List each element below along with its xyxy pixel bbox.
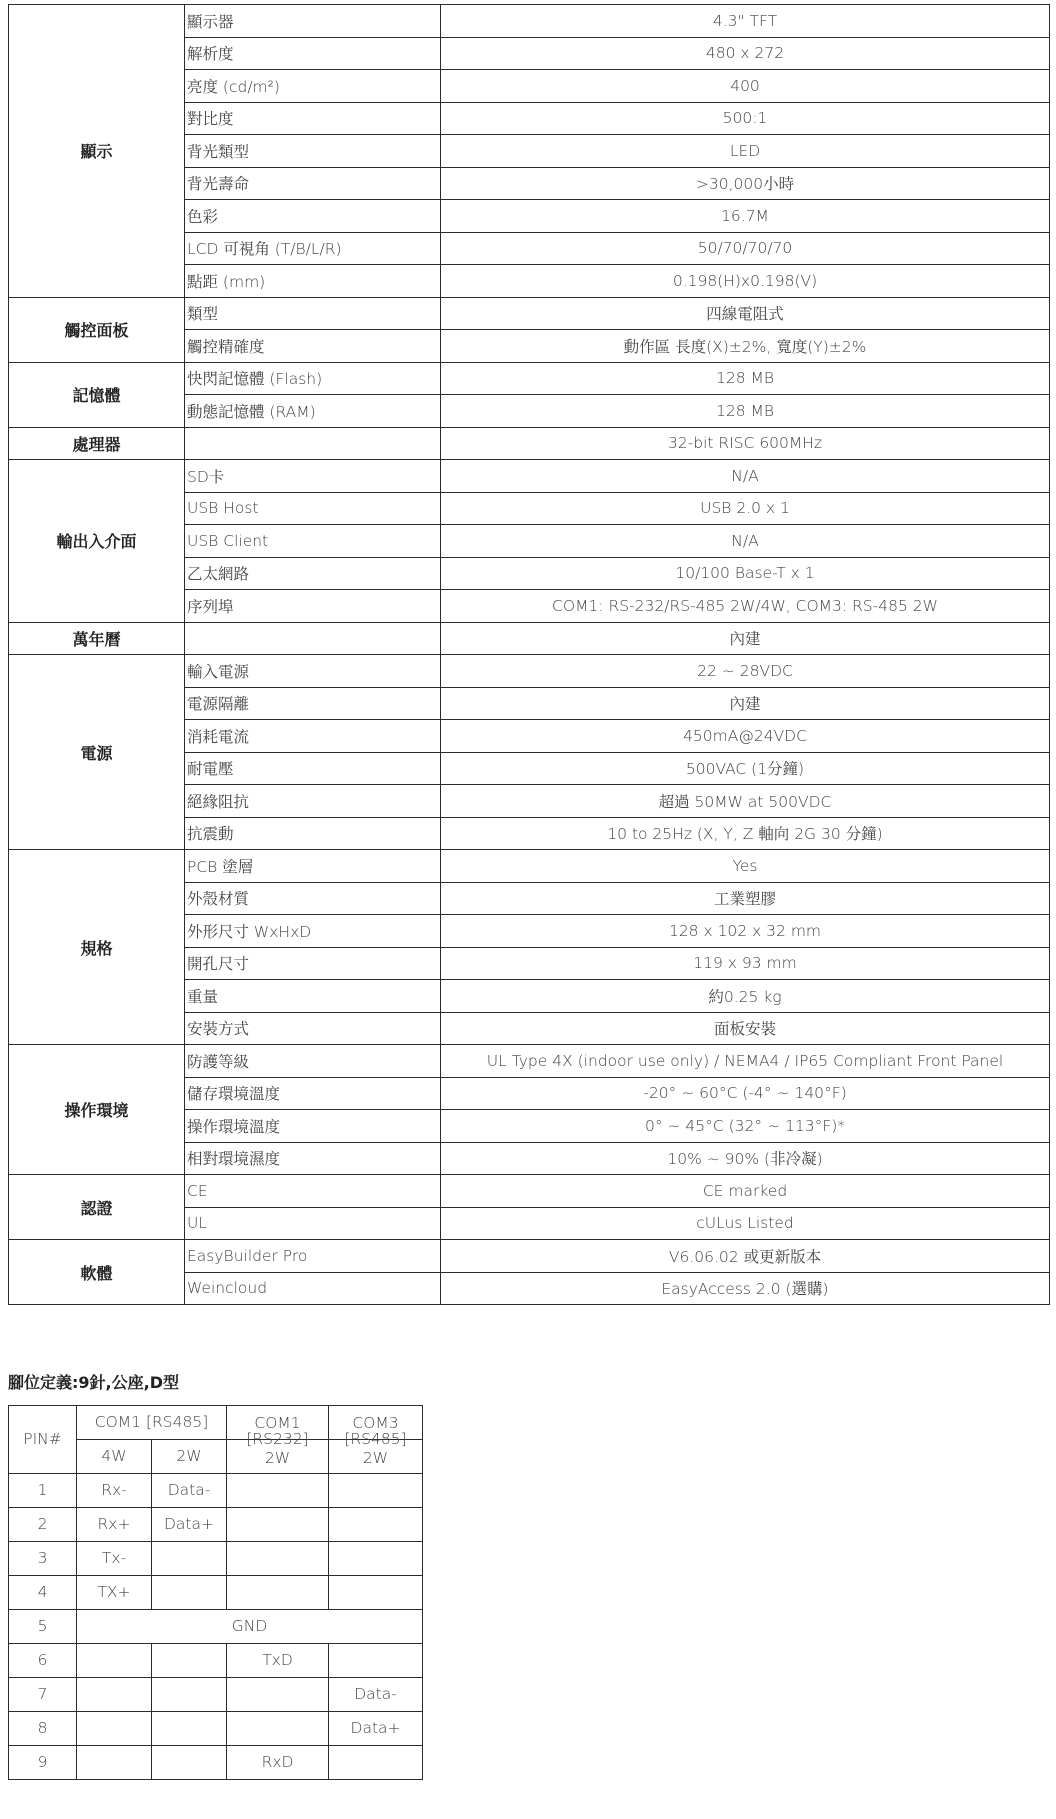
spec-value: 32-bit RISC 600MHz (441, 427, 1050, 460)
spec-label: 對比度 (185, 102, 441, 135)
com1-4w-signal (77, 1678, 152, 1712)
spec-label: 耐電壓 (185, 752, 441, 785)
spec-value: 128 MB (441, 362, 1050, 395)
spec-value: 10/100 Base-T x 1 (441, 557, 1050, 590)
spec-value: CE marked (441, 1175, 1050, 1208)
spec-label: 開孔尺寸 (185, 947, 441, 980)
pin-row (9, 1678, 423, 1712)
spec-value: COM1: RS-232/RS-485 2W/4W, COM3: RS-485 2W (441, 590, 1050, 623)
com1-2w-signal (152, 1542, 227, 1576)
com3-signal (329, 1542, 423, 1576)
spec-table-body (9, 5, 1050, 1305)
com3-rs485-header-line1: COM3 (352, 1413, 399, 1432)
spec-label (185, 427, 441, 460)
pin-row (9, 1576, 423, 1610)
spec-value: 22 ~ 28VDC (441, 655, 1050, 688)
spec-value: 450mA@24VDC (441, 720, 1050, 753)
pin-number: 5 (9, 1610, 77, 1644)
spec-label: USB Client (185, 525, 441, 558)
spec-category: 萬年曆 (9, 622, 185, 655)
spec-value: 動作區 長度(X)±2%, 寬度(Y)±2% (441, 330, 1050, 363)
spec-label: 乙太網路 (185, 557, 441, 590)
pin-row (9, 1542, 423, 1576)
com1-2w-signal (152, 1712, 227, 1746)
pin-row (9, 1746, 423, 1780)
spec-label: 重量 (185, 980, 441, 1013)
com1-2w-signal (152, 1644, 227, 1678)
com1-4w-subheader: 4W (77, 1440, 152, 1474)
com1-2w-signal (152, 1746, 227, 1780)
spec-category: 軟體 (9, 1240, 185, 1305)
com3-rs485-header-line2: [RS485] (344, 1430, 407, 1448)
com1-rs232-header-line1: COM1 (254, 1413, 301, 1432)
spec-category: 規格 (9, 850, 185, 1045)
com1-rs232-signal: RxD (227, 1746, 329, 1780)
com1-2w-signal: Data- (152, 1474, 227, 1508)
pin-definition-table (8, 1405, 423, 1780)
spec-value: 0° ~ 45°C (32° ~ 113°F)* (441, 1110, 1050, 1143)
com1-2w-signal (152, 1678, 227, 1712)
spec-label: 電源隔離 (185, 687, 441, 720)
spec-label: USB Host (185, 492, 441, 525)
spec-label: EasyBuilder Pro (185, 1240, 441, 1273)
spec-value: 內建 (441, 622, 1050, 655)
spec-value: LED (441, 135, 1050, 168)
pin-row (9, 1508, 423, 1542)
spec-row (9, 362, 1050, 395)
pin-number: 3 (9, 1542, 77, 1576)
spec-category: 記憶體 (9, 362, 185, 427)
spec-value: 四線電阻式 (441, 297, 1050, 330)
spec-value: 500VAC (1分鐘) (441, 752, 1050, 785)
spec-row (9, 1240, 1050, 1273)
spec-category: 處理器 (9, 427, 185, 460)
pin-number: 8 (9, 1712, 77, 1746)
com1-rs232-subheader (227, 1430, 329, 1474)
spec-label: 安裝方式 (185, 1012, 441, 1045)
com3-signal (329, 1576, 423, 1610)
spec-value: 128 x 102 x 32 mm (441, 915, 1050, 948)
com3-subheader (329, 1430, 423, 1474)
spec-label: 背光壽命 (185, 167, 441, 200)
spec-value: 50/70/70/70 (441, 232, 1050, 265)
spec-value: 16.7M (441, 200, 1050, 233)
spec-label: Weincloud (185, 1272, 441, 1305)
com1-rs232-signal (227, 1542, 329, 1576)
com1-rs232-signal (227, 1712, 329, 1746)
spec-row (9, 1175, 1050, 1208)
spec-value: 10% ~ 90% (非冷凝) (441, 1142, 1050, 1175)
com3-2w: 2W (362, 1449, 389, 1467)
com3-signal (329, 1644, 423, 1678)
spec-label: 亮度 (cd/m²) (185, 70, 441, 103)
com1-rs232-2w: 2W (264, 1449, 291, 1467)
spec-label: 背光類型 (185, 135, 441, 168)
pin-number: 4 (9, 1576, 77, 1610)
spec-category: 電源 (9, 655, 185, 850)
com1-2w-signal (152, 1576, 227, 1610)
spec-label: 動態記憶體 (RAM) (185, 395, 441, 428)
pin-number: 1 (9, 1474, 77, 1508)
spec-label: 操作環境溫度 (185, 1110, 441, 1143)
pin-table-body (9, 1406, 423, 1780)
spec-value: 4.3" TFT (441, 5, 1050, 38)
spec-label: 觸控精確度 (185, 330, 441, 363)
spec-value: 128 MB (441, 395, 1050, 428)
spec-label: 序列埠 (185, 590, 441, 623)
spec-row (9, 1045, 1050, 1078)
spec-label: 外殼材質 (185, 882, 441, 915)
com1-rs232-signal (227, 1508, 329, 1542)
com3-signal: Data+ (329, 1712, 423, 1746)
com1-4w-signal: TX+ (77, 1576, 152, 1610)
spec-label: LCD 可視角 (T/B/L/R) (185, 232, 441, 265)
spec-category: 認證 (9, 1175, 185, 1240)
spec-label: PCB 塗層 (185, 850, 441, 883)
com1-4w-signal (77, 1712, 152, 1746)
spec-value: Yes (441, 850, 1050, 883)
spec-label: 相對環境濕度 (185, 1142, 441, 1175)
pin-number: 7 (9, 1678, 77, 1712)
pin-shared-signal: GND (77, 1610, 423, 1644)
com3-signal (329, 1508, 423, 1542)
spec-label: SD卡 (185, 460, 441, 493)
spec-row (9, 460, 1050, 493)
com1-rs232-signal (227, 1474, 329, 1508)
com1-4w-signal: Rx- (77, 1474, 152, 1508)
pin-row (9, 1610, 423, 1644)
spec-value: 工業塑膠 (441, 882, 1050, 915)
spec-label: 解析度 (185, 37, 441, 70)
com1-2w-subheader: 2W (152, 1440, 227, 1474)
spec-label: 外形尺寸 WxHxD (185, 915, 441, 948)
com1-rs232-header-line2: [RS232] (246, 1430, 309, 1448)
spec-value: 500:1 (441, 102, 1050, 135)
spec-value: 10 to 25Hz (X, Y, Z 軸向 2G 30 分鐘) (441, 817, 1050, 850)
pin-number-header: PIN# (9, 1406, 77, 1474)
pin-number: 2 (9, 1508, 77, 1542)
com1-rs232-signal: TxD (227, 1644, 329, 1678)
com1-4w-signal (77, 1644, 152, 1678)
spec-value: N/A (441, 525, 1050, 558)
spec-category: 輸出入介面 (9, 460, 185, 623)
spec-label: 儲存環境溫度 (185, 1077, 441, 1110)
spec-label: CE (185, 1175, 441, 1208)
spec-value: -20° ~ 60°C (-4° ~ 140°F) (441, 1077, 1050, 1110)
spec-label: UL (185, 1207, 441, 1240)
spec-value: 0.198(H)x0.198(V) (441, 265, 1050, 298)
spec-label: 顯示器 (185, 5, 441, 38)
pin-number: 9 (9, 1746, 77, 1780)
pin-number: 6 (9, 1644, 77, 1678)
spec-row (9, 427, 1050, 460)
spec-category: 操作環境 (9, 1045, 185, 1175)
spec-value: cULus Listed (441, 1207, 1050, 1240)
spec-value: UL Type 4X (indoor use only) / NEMA4 / IP65 Compliant Front Panel (441, 1045, 1050, 1078)
spec-label: 消耗電流 (185, 720, 441, 753)
spec-value: 119 x 93 mm (441, 947, 1050, 980)
spec-label (185, 622, 441, 655)
com3-signal (329, 1474, 423, 1508)
spec-label: 絕緣阻抗 (185, 785, 441, 818)
spec-value: >30,000小時 (441, 167, 1050, 200)
spec-row (9, 5, 1050, 38)
spec-row (9, 622, 1050, 655)
com1-rs485-header: COM1 [RS485] (77, 1406, 227, 1440)
spec-label: 輸入電源 (185, 655, 441, 688)
com1-4w-signal (77, 1746, 152, 1780)
pin-row (9, 1712, 423, 1746)
com3-signal: Data- (329, 1678, 423, 1712)
spec-label: 快閃記憶體 (Flash) (185, 362, 441, 395)
spec-value: 480 x 272 (441, 37, 1050, 70)
com1-rs232-signal (227, 1678, 329, 1712)
spec-table (8, 4, 1050, 1305)
spec-category: 觸控面板 (9, 297, 185, 362)
spec-label: 防護等級 (185, 1045, 441, 1078)
spec-label: 抗震動 (185, 817, 441, 850)
pin-row (9, 1644, 423, 1678)
com1-4w-signal: Rx+ (77, 1508, 152, 1542)
spec-value: 約0.25 kg (441, 980, 1050, 1013)
spec-value: N/A (441, 460, 1050, 493)
spec-label: 點距 (mm) (185, 265, 441, 298)
pin-row (9, 1474, 423, 1508)
pin-definition-title: 腳位定義:9針,公座,D型 (8, 1373, 179, 1392)
spec-category: 顯示 (9, 5, 185, 298)
spec-value: 超過 50MW at 500VDC (441, 785, 1050, 818)
spec-value: 內建 (441, 687, 1050, 720)
spec-value: 400 (441, 70, 1050, 103)
com1-2w-signal: Data+ (152, 1508, 227, 1542)
spec-label: 色彩 (185, 200, 441, 233)
spec-value: EasyAccess 2.0 (選購) (441, 1272, 1050, 1305)
spec-row (9, 297, 1050, 330)
spec-value: USB 2.0 x 1 (441, 492, 1050, 525)
spec-value: V6.06.02 或更新版本 (441, 1240, 1050, 1273)
spec-value: 面板安裝 (441, 1012, 1050, 1045)
com1-4w-signal: Tx- (77, 1542, 152, 1576)
spec-row (9, 655, 1050, 688)
com3-signal (329, 1746, 423, 1780)
spec-row (9, 850, 1050, 883)
com1-rs232-signal (227, 1576, 329, 1610)
spec-label: 類型 (185, 297, 441, 330)
